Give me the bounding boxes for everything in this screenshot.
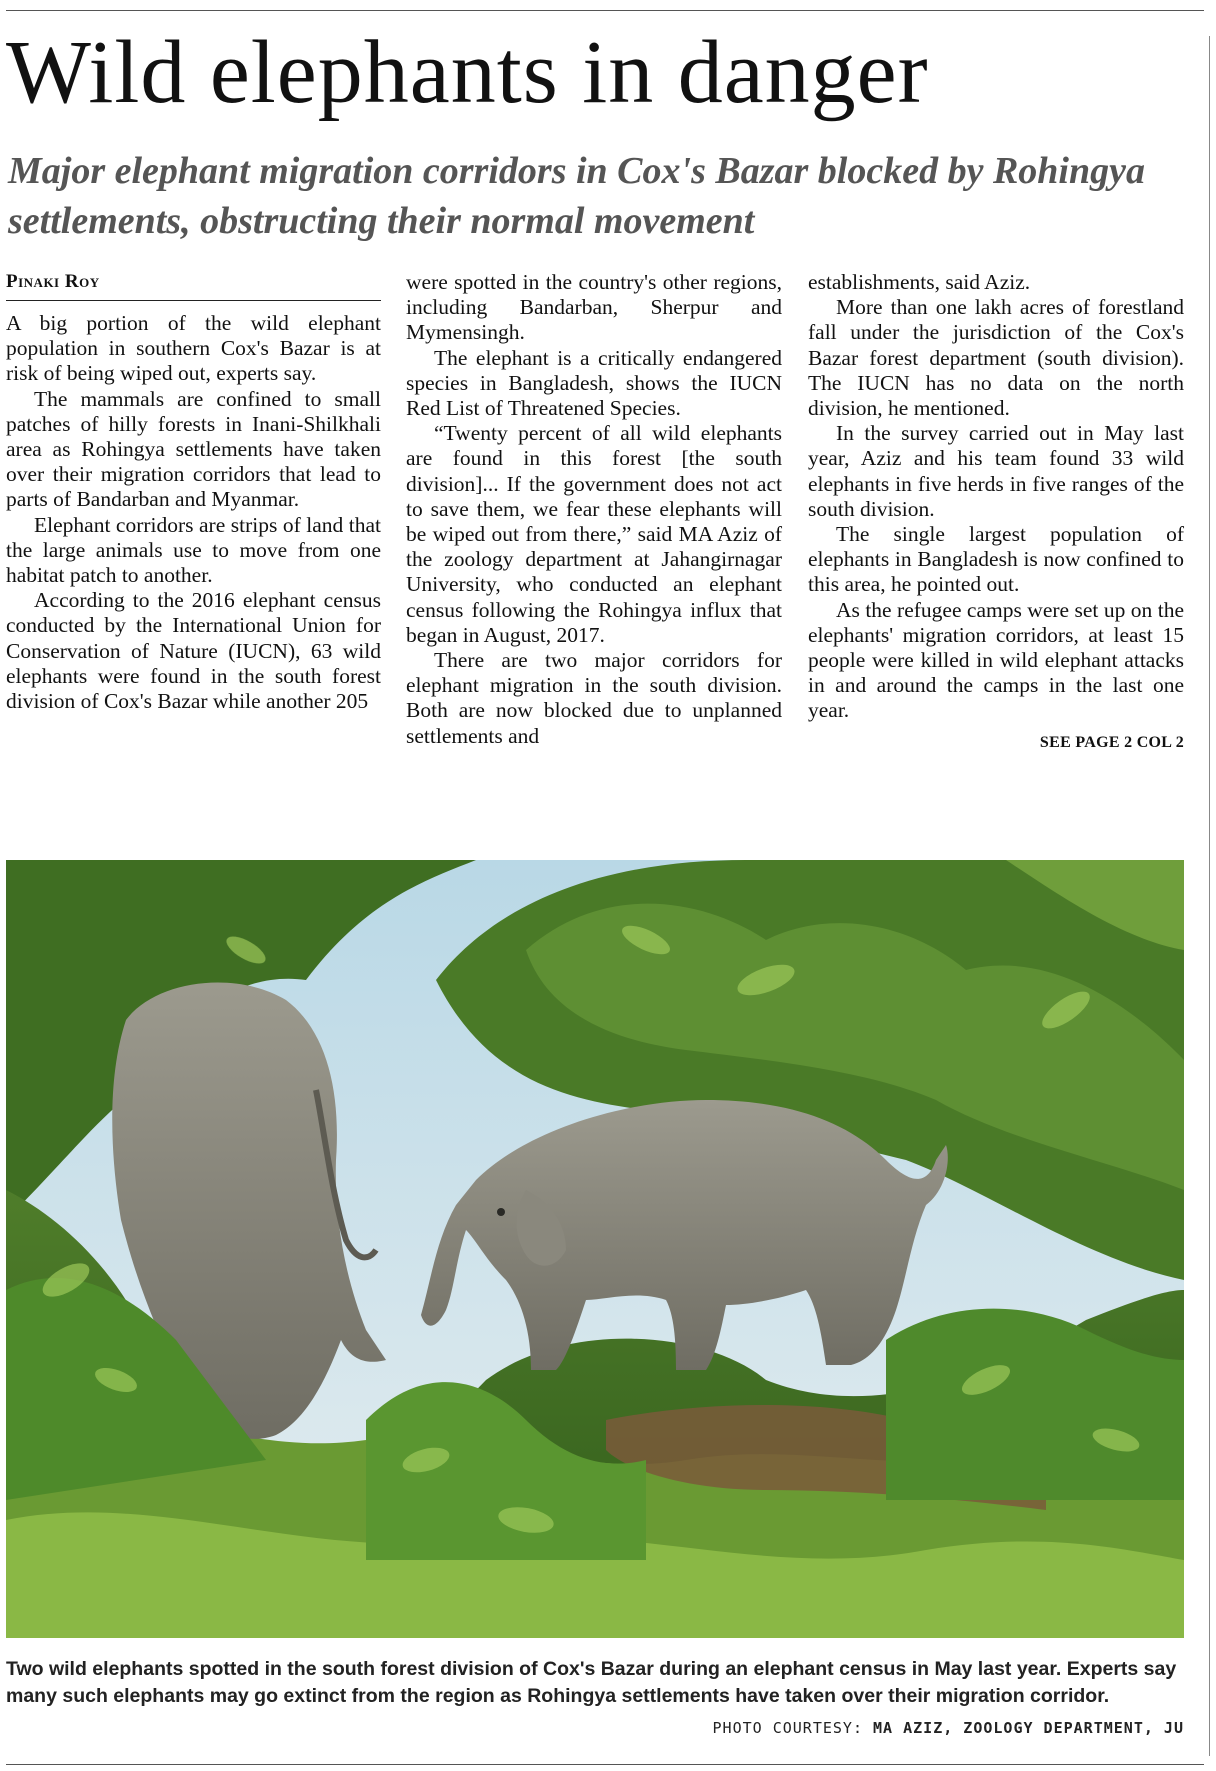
paragraph: Elephant corridors are strips of land that the large animals use to move from one habitat patch to another.: [6, 512, 381, 588]
right-column-rule: [1209, 36, 1210, 1756]
paragraph: A big portion of the wild elephant population in southern Cox's Bazar is at risk of being wiped out, experts say.: [6, 311, 381, 386]
paragraph: were spotted in the country's other regions, including Bandarban, Sherpur and Mymensingh.: [406, 270, 782, 345]
paragraph: The single largest population of elephants in Bangladesh is now confined to this area, he pointed out.: [808, 522, 1184, 597]
paragraph: The mammals are confined to small patches of hilly forests in Inani-Shilkhali area as Rohingya settlements have taken over their migration corridors that lead to parts of Bandarban and Myanmar.: [6, 386, 381, 512]
article-column-3: [808, 270, 1184, 755]
paragraph: As the refugee camps were set up on the elephants' migration corridors, at least 15 people were killed in wild elephant attacks in and around the camps in the last one year.: [808, 597, 1184, 723]
top-rule: [6, 10, 1204, 11]
byline: Pinaki Roy: [6, 270, 381, 301]
paragraph: More than one lakh acres of forestland fall under the jurisdiction of the Cox's Bazar forest department (south division). The IUCN has no data on the north division, he mentioned.: [808, 295, 1184, 421]
article-column-2: [406, 270, 782, 749]
photo-credit: [713, 1719, 1184, 1737]
paragraph: “Twenty percent of all wild elephants are found in this forest [the south division]... If the government does not act to save them, we fear these elephants will be wiped out from there,” said MA Aziz of the zoology department at Jahangirnagar University, who conducted an elephant census following the Rohingya influx that began in August, 2017.: [406, 421, 782, 647]
subheadline: Major elephant migration corridors in Cox's Bazar blocked by Rohingya settlements, obstructing their normal movement: [8, 150, 1145, 242]
photo-credit-source: MA AZIZ, ZOOLOGY DEPARTMENT, JU: [873, 1719, 1184, 1737]
elephants-photo: [6, 860, 1184, 1638]
paragraph: In the survey carried out in May last year, Aziz and his team found 33 wild elephants in five herds in five ranges of the south division.: [808, 421, 1184, 521]
photo-credit-label: PHOTO COURTESY:: [712, 1719, 863, 1737]
continuation-link[interactable]: SEE PAGE 2 COL 2: [1039, 733, 1184, 751]
paragraph: establishments, said Aziz.: [808, 270, 1031, 294]
article-column-1: [6, 270, 381, 714]
photo-caption: Two wild elephants spotted in the south forest division of Cox's Bazar during an elephant census in May last year. Experts say many such elephants may go extinct from the region as Rohingya settlements have taken over their migration corridor.: [6, 1658, 1177, 1707]
paragraph: There are two major corridors for elephant migration in the south division. Both are now blocked due to unplanned settlements and: [406, 648, 782, 748]
bottom-rule: [6, 1764, 1204, 1765]
paragraph: The elephant is a critically endangered species in Bangladesh, shows the IUCN Red List of Threatened Species.: [406, 345, 782, 421]
headline: Wild elephants in danger: [6, 23, 929, 122]
paragraph: According to the 2016 elephant census conducted by the International Union for Conservation of Nature (IUCN), 63 wild elephants were found in the south forest division of Cox's Bazar while another 205: [6, 588, 381, 714]
